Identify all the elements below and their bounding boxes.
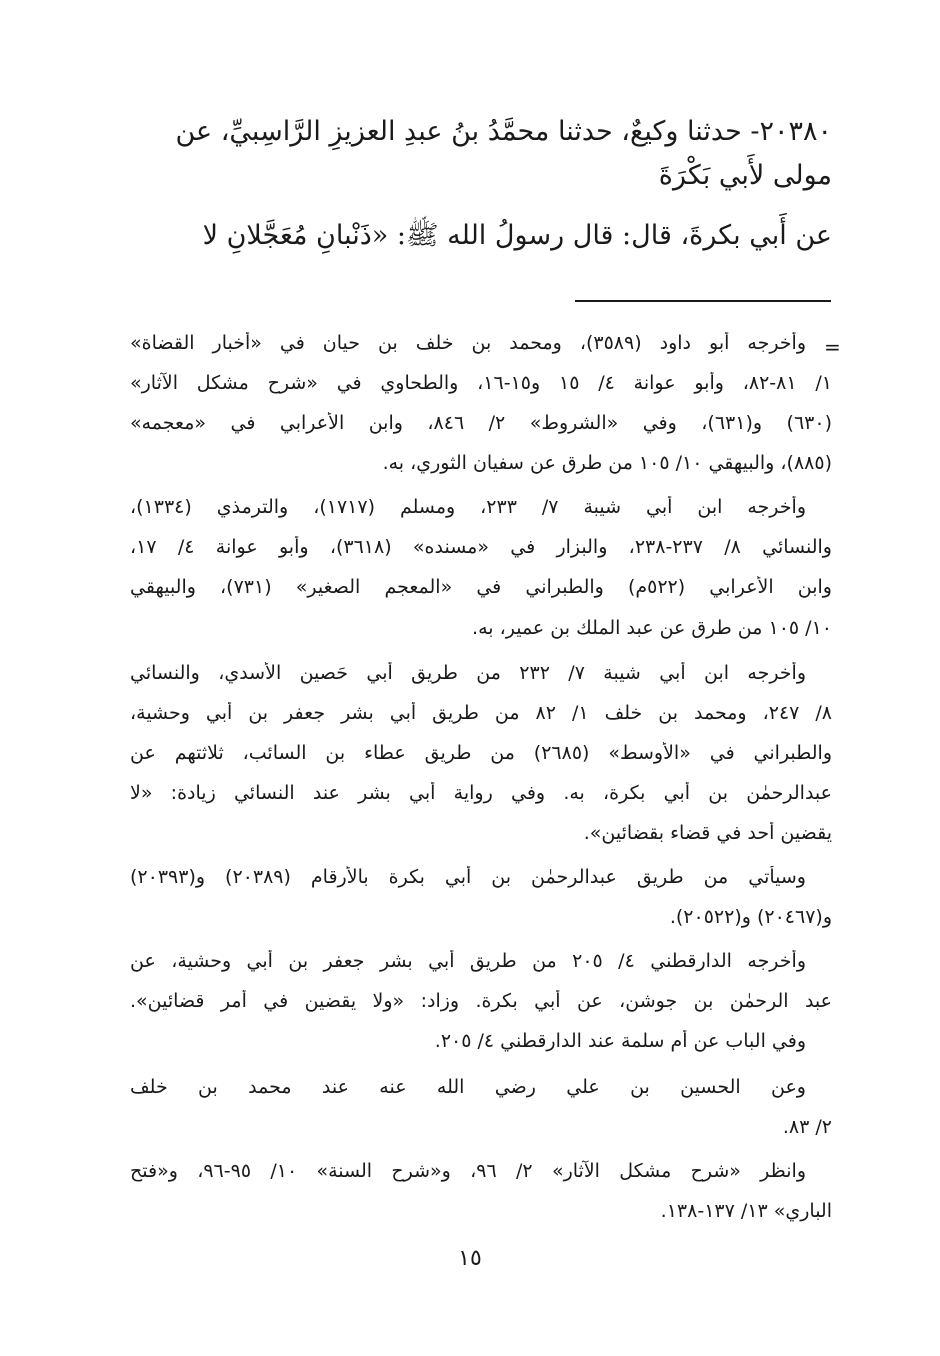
footnote-line: ٢/ ٨٣. (782, 1116, 832, 1138)
footnote-line: وانظر «شرح مشكل الآثار» ٢/ ٩٦، و«شرح السنة» ١٠/ ٩٥-٩٦، و«فتح (130, 1160, 806, 1182)
hadith-line: ٢٠٣٨٠- حدثنا وكيعٌ، حدثنا محمَّدُ بنُ عبدِ العزيزِ الرَّاسِبيِّ، عن (175, 116, 832, 147)
footnote-line: وأخرجه ابن أبي شيبة ٧/ ٢٣٣، ومسلم (١٧١٧)، والترمذي (١٣٣٤)، (130, 496, 806, 518)
footnote-line: وأخرجه أبو داود (٣٥٨٩)، ومحمد بن خلف بن حيان في «أخبار القضاة» (130, 332, 806, 354)
footnote-line: يقضين أحد في قضاء بقضائين». (583, 822, 832, 844)
footnote-line: و(٢٠٤٦٧) و(٢٠٥٢٢). (669, 906, 832, 928)
footnote-line: والنسائي ٨/ ٢٣٧-٢٣٨، والبزار في «مسنده» (٣٦١٨)، وأبو عوانة ٤/ ١٧، (130, 536, 832, 558)
footnote-separator (575, 300, 831, 302)
footnote-line: وفي الباب عن أم سلمة عند الدارقطني ٤/ ٢٠٥. (434, 1030, 806, 1052)
footnote-continuation-mark: = (824, 335, 841, 359)
footnote-line: عبدالرحمٰن بن أبي بكرة، به. وفي رواية أبي بشر عند النسائي زيادة: «لا (130, 782, 832, 804)
footnote-line: الباري» ١٣/ ١٣٧-١٣٨. (660, 1200, 832, 1222)
hadith-line: عن أَبي بكرةَ، قال: قال رسولُ الله ﷺ: «ذَنْبانِ مُعَجَّلانِ لا (202, 220, 832, 251)
footnote-line: وسيأتي من طريق عبدالرحمٰن بن أبي بكرة بالأرقام (٢٠٣٨٩) و(٢٠٣٩٣) (130, 866, 806, 888)
footnote-line: وأخرجه ابن أبي شيبة ٧/ ٢٣٢ من طريق أبي حَصين الأسدي، والنسائي (130, 662, 806, 684)
footnote-line: وأخرجه الدارقطني ٤/ ٢٠٥ من طريق أبي بشر جعفر بن أبي وحشية، عن (130, 950, 806, 972)
footnote-line: والطبراني في «الأوسط» (٢٦٨٥) من طريق عطاء بن السائب، ثلاثتهم عن (130, 742, 832, 764)
footnote-line: وابن الأعرابي (٥٢٢م) والطبراني في «المعجم الصغير» (٧٣١)، والبيهقي (130, 576, 832, 598)
footnote-line: (٨٨٥)، والبيهقي ١٠/ ١٠٥ من طرق عن سفيان الثوري، به. (382, 452, 832, 474)
footnote-line: عبد الرحمٰن بن جوشن، عن أبي بكرة. وزاد: «ولا يقضين في أمر قضائين». (130, 990, 832, 1012)
footnote-line: وعن الحسين بن علي رضي الله عنه عند محمد بن خلف (130, 1076, 806, 1098)
footnote-line: (٦٣٠) و(٦٣١)، وفي «الشروط» ٢/ ٨٤٦، وابن الأعرابي في «معجمه» (130, 412, 832, 434)
footnote-line: ١/ ٨١-٨٢، وأبو عوانة ٤/ ١٥ و١٥-١٦، والطحاوي في «شرح مشكل الآثار» (130, 372, 832, 394)
footnote-line: ٨/ ٢٤٧، ومحمد بن خلف ١/ ٨٢ من طريق أبي بشر جعفر بن أبي وحشية، (130, 702, 832, 724)
hadith-line: مولى لأَبي بَكْرَةَ (658, 160, 832, 191)
footnote-line: ١٠/ ١٠٥ من طرق عن عبد الملك بن عمير، به. (472, 617, 832, 639)
page-number: ١٥ (458, 1246, 482, 1271)
